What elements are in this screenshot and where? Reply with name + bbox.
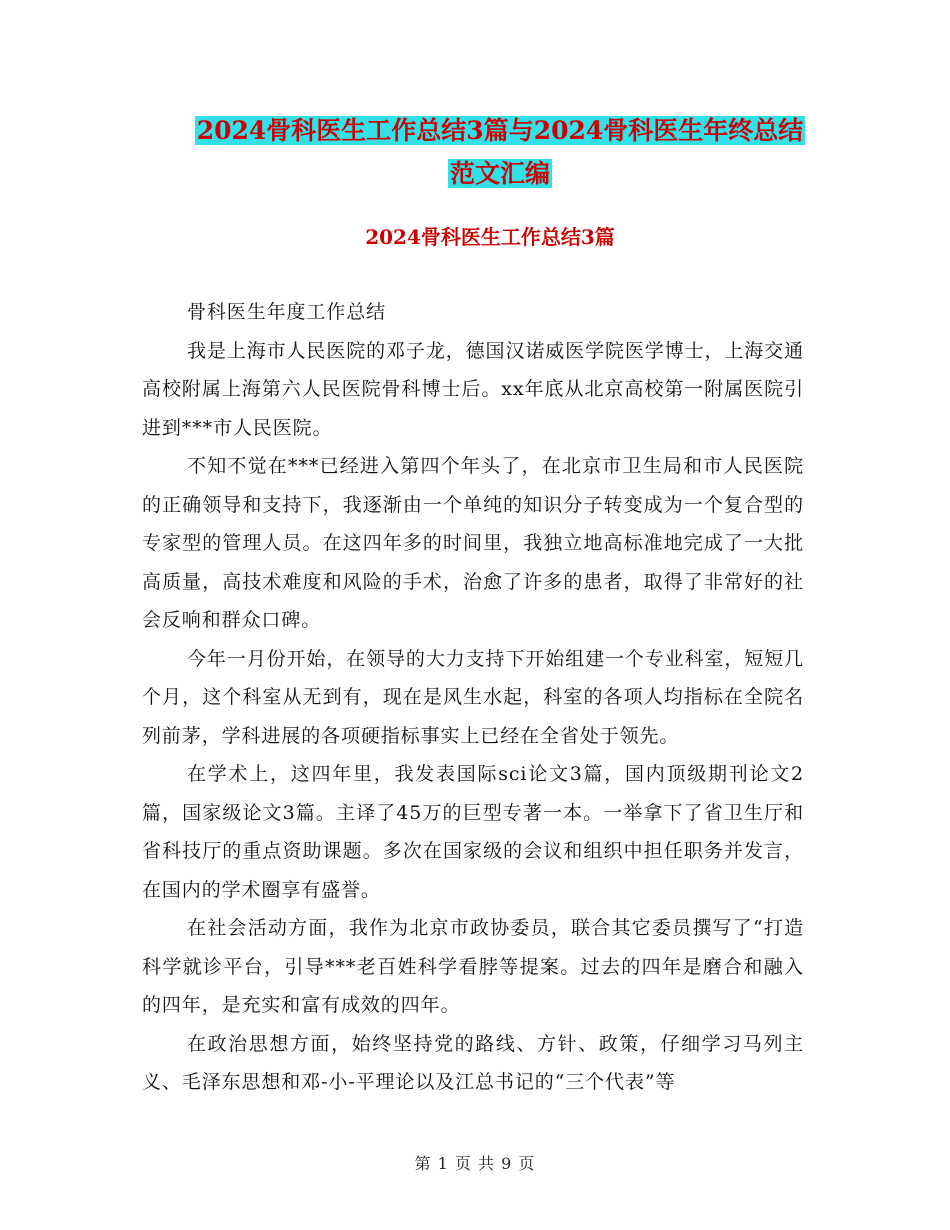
title-highlight-2: 范文汇编 bbox=[449, 159, 550, 188]
paragraph-intro: 我是上海市人民医院的邓子龙，德国汉诺威医学院医学博士，上海交通高校附属上海第六人民医院骨科博士后。xx年底从北京高校第一附属医院引进到***市人民医院。 bbox=[142, 339, 804, 439]
paragraph-social: 在社会活动方面，我作为北京市政协委员，联合其它委员撰写了“打造科学就诊平台，引导***老百姓科学看脖等提案。过去的四年是磨合和融入的四年，是充实和富有成效的四年。 bbox=[142, 917, 804, 1016]
page-footer: 第 1 页 共 9 页 bbox=[414, 1154, 536, 1173]
paragraph-subtitle: 骨科医生年度工作总结 bbox=[187, 301, 387, 323]
document-body bbox=[142, 293, 804, 1102]
document-title-line-1 bbox=[140, 113, 860, 149]
section-heading: 2024骨科医生工作总结3篇 bbox=[365, 225, 615, 249]
paragraph-years: 不知不觉在***已经进入第四个年头了，在北京市卫生局和市人民医院的正确领导和支持下，我逐渐由一个单纯的知识分子转变成为一个复合型的专家型的管理人员。在这四年多的时间里，我独立地高标准地完成了一大批高质量，高技术难度和风险的手术，治愈了许多的患者，取得了非常好的社会反响和群众口碑。 bbox=[142, 455, 804, 631]
document-title-line-2 bbox=[140, 156, 860, 192]
paragraph-department: 今年一月份开始，在领导的大力支持下开始组建一个专业科室，短短几个月，这个科室从无到有，现在是风生水起，科室的各项人均指标在全院名列前茅，学科进展的各项硬指标事实上已经在全省处于领先。 bbox=[142, 647, 804, 747]
title-highlight-1: 2024骨科医生工作总结3篇与2024骨科医生年终总结 bbox=[196, 116, 804, 145]
paragraph-political: 在政治思想方面，始终坚持党的路线、方针、政策，仔细学习马列主义、毛泽东思想和邓-小-平理论以及江总书记的“三个代表”等 bbox=[142, 1032, 804, 1093]
paragraph-academic: 在学术上，这四年里，我发表国际sci论文3篇，国内顶级期刊论文2篇，国家级论文3篇。主译了45万的巨型专著一本。一举拿下了省卫生厅和省科技厅的重点资助课题。多次在国家级的会议和组织中担任职务并发言，在国内的学术圈享有盛誉。 bbox=[142, 763, 804, 901]
